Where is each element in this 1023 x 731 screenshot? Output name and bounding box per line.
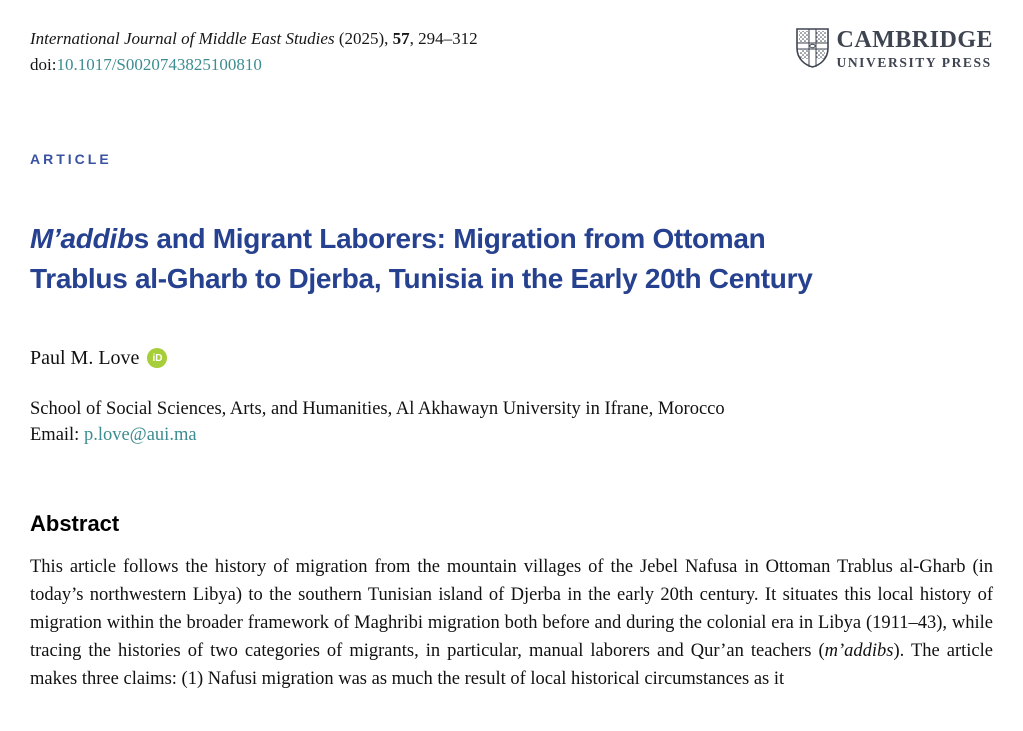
article-title-line1: M’addibs and Migrant Laborers: Migration from Ottoman [30, 223, 766, 254]
publisher-subname: UNIVERSITY PRESS [836, 55, 992, 70]
cambridge-shield-icon [796, 28, 829, 68]
doi-link[interactable]: 10.1017/S0020743825100810 [56, 54, 262, 74]
publisher-name: CAMBRIDGE [836, 27, 993, 53]
abstract-text [30, 553, 993, 693]
journal-citation [30, 26, 478, 77]
article-title-line2: Trablus al-Gharb to Djerba, Tunisia in the Early 20th Century [30, 262, 813, 294]
doi-line [30, 52, 478, 78]
doi-label: doi: [30, 54, 57, 74]
publisher-wordmark [836, 28, 993, 70]
author-affiliation: School of Social Sciences, Arts, and Humanities, Al Akhawayn University in Ifrane, Morocco [30, 398, 725, 419]
email-link[interactable]: p.love@aui.ma [83, 425, 197, 446]
author-name: Paul M. Love [30, 346, 140, 369]
email-label: Email: [30, 425, 84, 446]
page-header [30, 26, 993, 77]
journal-name: International Journal of Middle East Studies [30, 29, 335, 48]
abstract-italic-term: m’addibs [824, 641, 894, 662]
abstract-segment: ). The article makes three claims: (1) Nafusi migration was as much the result of local historical circumstances as it [30, 641, 993, 690]
author-line [30, 347, 993, 370]
author-email-line [30, 422, 993, 449]
journal-volume: 57 [392, 29, 410, 48]
article-title-italic-term: M’addib [30, 223, 134, 254]
abstract-heading: Abstract [30, 511, 120, 537]
journal-citation-line [30, 26, 478, 52]
journal-pages: , 294–312 [409, 29, 478, 48]
orcid-icon[interactable]: iD [147, 348, 167, 368]
article-title [30, 219, 993, 299]
abstract-segment: This article follows the history of migration from the mountain villages of the Jebel Nafusa in Ottoman Trablus al-Gharb (in today’s northwestern Libya) to the southern Tunisian island of Djerba in the early 20th century. It situates this local history of migration within the broader framework of Maghribi migration both before and during the colonial era in Libya (1911–43), while tracing the histories of two categories of migrants, in particular, manual laborers and Qur’an teachers ( [30, 557, 993, 662]
article-type-label: ARTICLE [30, 151, 112, 167]
journal-year: (2025), [334, 29, 393, 48]
publisher-logo [796, 28, 993, 70]
